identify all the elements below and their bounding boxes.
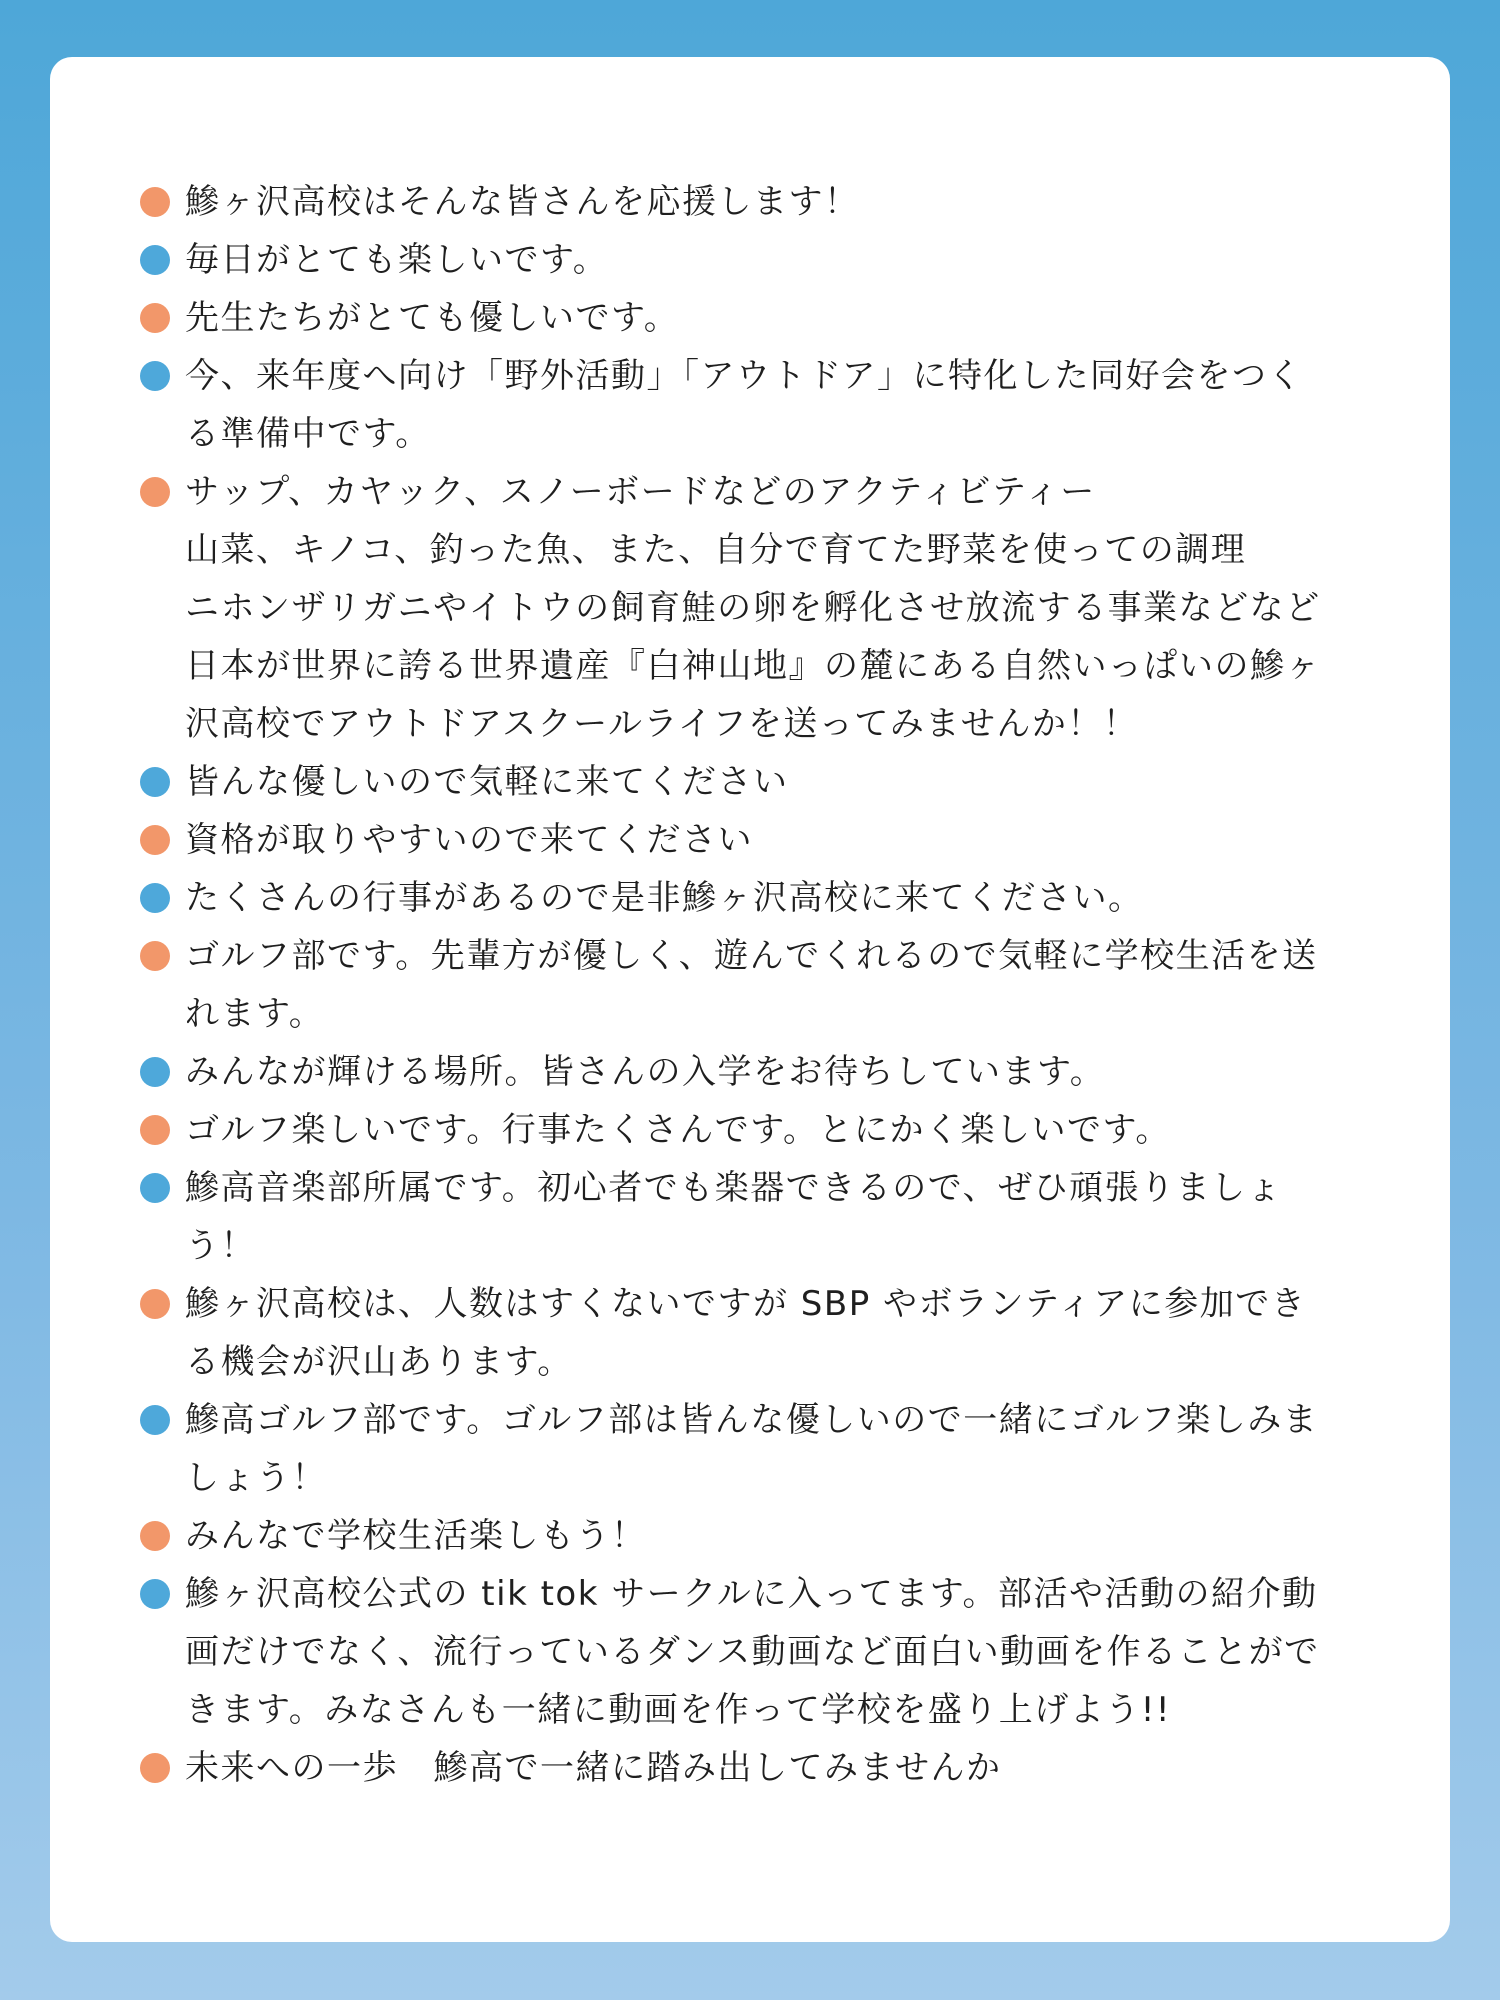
bullet-dot-icon [140, 477, 170, 507]
bullet-dot-icon [140, 1753, 170, 1783]
list-item-text: みんなで学校生活楽しもう！ [185, 1516, 647, 1556]
list-item-text: 鰺ヶ沢高校公式の tik tok サークルに入ってます。部活や活動の紹介動画だけでなく、流行っているダンス動画など面白い動画を作ることができます。みなさんも一緒に動画を作って学校を盛り上げよう!! [185, 1574, 1320, 1730]
list-item [140, 753, 1330, 811]
bullet-dot-icon [140, 1521, 170, 1551]
bullet-dot-icon [140, 883, 170, 913]
list-item-text: 今、来年度へ向け「野外活動」「アウトドア」に特化した同好会をつくる準備中です。 [185, 356, 1303, 454]
list-item [140, 927, 1330, 1043]
list-item [140, 1565, 1330, 1739]
message-card [50, 57, 1450, 1942]
list-item-text: 資格が取りやすいので来てください [185, 820, 753, 860]
list-item-text: ゴルフ楽しいです。行事たくさんです。とにかく楽しいです。 [185, 1110, 1171, 1150]
list-item [140, 1507, 1330, 1565]
list-item [140, 347, 1330, 463]
list-item [140, 1159, 1330, 1275]
list-item-text: 鰺高ゴルフ部です。ゴルフ部は皆んな優しいので一緒にゴルフ楽しみましょう！ [185, 1400, 1319, 1498]
list-item-text: 毎日がとても楽しいです。 [185, 240, 609, 280]
bullet-dot-icon [140, 825, 170, 855]
list-item-text: 未来への一歩 鰺高で一緒に踏み出してみませんか [185, 1748, 1002, 1788]
list-item [140, 463, 1330, 753]
bullet-dot-icon [140, 361, 170, 391]
list-item-text: ゴルフ部です。先輩方が優しく、遊んでくれるので気軽に学校生活を送れます。 [185, 936, 1318, 1034]
list-item-text: 先生たちがとても優しいです。 [185, 298, 680, 338]
list-item [140, 1391, 1330, 1507]
list-item [140, 869, 1330, 927]
message-list [140, 173, 1330, 1797]
bullet-dot-icon [140, 1579, 170, 1609]
list-item [140, 1275, 1330, 1391]
list-item [140, 1101, 1330, 1159]
list-item [140, 289, 1330, 347]
list-item [140, 173, 1330, 231]
list-item-text: 皆んな優しいので気軽に来てください [185, 762, 789, 802]
list-item-text: 鰺ヶ沢高校は、人数はすくないですが SBP やボランティアに参加できる機会が沢山あります。 [185, 1284, 1307, 1382]
list-item-text: 鰺高音楽部所属です。初心者でも楽器できるので、ぜひ頑張りましょう！ [185, 1168, 1283, 1266]
bullet-dot-icon [140, 941, 170, 971]
bullet-dot-icon [140, 1173, 170, 1203]
bullet-dot-icon [140, 1289, 170, 1319]
bullet-dot-icon [140, 1405, 170, 1435]
list-item [140, 1739, 1330, 1797]
list-item-text: みんなが輝ける場所。皆さんの入学をお待ちしています。 [185, 1052, 1106, 1092]
list-item-text: 鰺ヶ沢高校はそんな皆さんを応援します！ [185, 182, 860, 222]
list-item [140, 811, 1330, 869]
list-item [140, 231, 1330, 289]
bullet-dot-icon [140, 245, 170, 275]
bullet-dot-icon [140, 1057, 170, 1087]
bullet-dot-icon [140, 303, 170, 333]
list-item-text: たくさんの行事があるので是非鰺ヶ沢高校に来てください。 [185, 878, 1144, 918]
bullet-dot-icon [140, 1115, 170, 1145]
bullet-dot-icon [140, 767, 170, 797]
list-item-text: サップ、カヤック、スノーボードなどのアクティビティー 山菜、キノコ、釣った魚、また、自分で育てた野菜を使っての調理 ニホンザリガニやイトウの飼育鮭の卵を孵化させ放流する事業などなど日本が世界に誇る世界遺産『白神山地』の麓にある自然いっぱいの鰺ヶ沢高校でアウトドアスクールライフを送ってみませんか！！ [185, 472, 1321, 744]
bullet-dot-icon [140, 187, 170, 217]
list-item [140, 1043, 1330, 1101]
